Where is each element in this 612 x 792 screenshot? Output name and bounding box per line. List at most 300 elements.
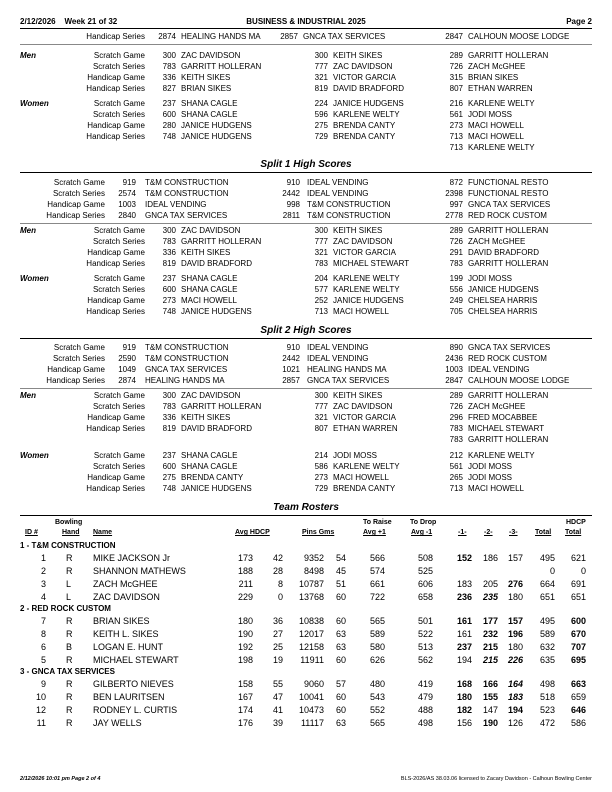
row-label: Handicap Series: [86, 424, 145, 433]
row-label: Scratch Series: [92, 237, 145, 246]
handicap-total: 707: [570, 642, 586, 652]
bowler-name: KARLENE WELTY: [333, 285, 400, 294]
column-header-avg-minus1: Avg -1: [411, 529, 433, 536]
series-total: 495: [539, 553, 555, 563]
footer-left: 2/12/2026 10:01 pm Page 2 of 4: [20, 776, 101, 782]
bowler-name: RED ROCK CUSTOM: [468, 354, 547, 363]
row-label: Handicap Game: [87, 73, 145, 82]
games-bowled: 54: [335, 553, 346, 563]
row-label: Scratch Series: [92, 62, 145, 71]
to-drop-average: 606: [417, 579, 433, 589]
bowler-name: T&M CONSTRUCTION: [145, 343, 229, 352]
game-1-score: 180: [456, 692, 472, 702]
to-raise-average: 565: [369, 718, 385, 728]
score-value: 748: [162, 307, 176, 316]
bowler-name: GARRITT HOLLERAN: [468, 226, 549, 235]
handicap-total: 663: [570, 679, 586, 689]
score-value: 577: [314, 285, 328, 294]
game-1-score: 236: [456, 592, 472, 602]
score-row: [0, 413, 612, 423]
column-header-avg-plus1: Avg +1: [363, 529, 386, 536]
score-value: 2574: [118, 189, 136, 198]
bowler-id: 3: [40, 579, 46, 589]
bowler-name: JANICE HUDGENS: [181, 307, 252, 316]
bowler-name: FRED MOCABBEE: [468, 413, 538, 422]
row-label: Scratch Game: [93, 226, 145, 235]
score-value: 2442: [282, 189, 300, 198]
bowler-average: 176: [237, 718, 253, 728]
row-label: Handicap Series: [86, 484, 145, 493]
score-value: 748: [162, 132, 176, 141]
bowler-name: JODI MOSS: [333, 451, 378, 460]
series-total: 589: [539, 629, 555, 639]
score-value: 237: [162, 274, 176, 283]
score-value: 748: [162, 484, 176, 493]
to-raise-average: 566: [369, 553, 385, 563]
bowler-name: VICTOR GARCIA: [333, 73, 396, 82]
bowler-name: ZACH McGHEE: [468, 237, 526, 246]
roster-row: [0, 704, 612, 716]
score-value: 600: [162, 462, 176, 471]
score-value: 729: [314, 132, 328, 141]
bowler-name: ETHAN WARREN: [333, 424, 398, 433]
score-value: 705: [449, 307, 463, 316]
score-row: [0, 259, 612, 269]
score-row: [0, 73, 612, 83]
score-row: [0, 424, 612, 434]
roster-row: [0, 615, 612, 627]
bowler-name: IDEAL VENDING: [468, 365, 530, 374]
score-value: 237: [162, 99, 176, 108]
bowler-name: GNCA TAX SERVICES: [145, 211, 228, 220]
score-value: 713: [314, 307, 328, 316]
row-label: Handicap Series: [46, 211, 105, 220]
score-value: 300: [162, 226, 176, 235]
game-2-score: 215: [482, 642, 498, 652]
games-bowled: 60: [335, 692, 346, 702]
bowler-hand: R: [66, 616, 73, 626]
series-total: 498: [539, 679, 555, 689]
bowler-name: CALHOUN MOOSE LODGE: [468, 376, 570, 385]
total-pins: 12158: [298, 642, 324, 652]
bowler-id: 7: [40, 616, 46, 626]
group-label: Men: [20, 391, 36, 400]
team-name: GNCA TAX SERVICES: [303, 32, 386, 41]
row-label: Scratch Series: [52, 189, 105, 198]
game-2-score: 147: [482, 705, 498, 715]
column-header-pins-gms: Pins Gms: [302, 529, 335, 536]
total-pins: 11911: [300, 655, 324, 665]
score-value: 819: [314, 84, 328, 93]
team-name: HEALING HANDS MA: [181, 32, 261, 41]
roster-row: [0, 565, 612, 577]
score-value: 2847: [445, 32, 463, 41]
bowler-name: ZAC DAVIDSON: [333, 237, 393, 246]
game-1-score: 156: [456, 718, 472, 728]
bowler-name: KEITH SIKES: [181, 413, 231, 422]
game-3-score: 180: [507, 642, 523, 652]
bowler-id: 11: [36, 718, 46, 728]
bowler-name: CHELSEA HARRIS: [468, 307, 538, 316]
score-value: 1003: [118, 200, 136, 209]
games-bowled: 45: [335, 566, 346, 576]
bowler-name: SHANA CAGLE: [181, 451, 238, 460]
bowler-name: ZACH McGHEE: [93, 579, 158, 589]
game-2-score: 155: [482, 692, 498, 702]
score-row: [0, 132, 612, 142]
roster-row: [0, 717, 612, 729]
bowler-name: HEALING HANDS MA: [307, 365, 387, 374]
bowler-name: SHANA CAGLE: [181, 274, 238, 283]
bowler-name: JANICE HUDGENS: [333, 99, 404, 108]
series-total: 472: [539, 718, 555, 728]
score-row: [0, 211, 612, 221]
bowler-name: IDEAL VENDING: [307, 178, 369, 187]
page-number: Page 2: [566, 17, 592, 26]
column-header-avg-hdcp: Avg HDCP: [235, 529, 270, 536]
score-value: 783: [162, 237, 176, 246]
score-row: [0, 248, 612, 258]
bowler-name: IDEAL VENDING: [307, 354, 369, 363]
score-value: 807: [314, 424, 328, 433]
bowler-hand: R: [66, 553, 73, 563]
score-row: [0, 237, 612, 247]
row-label: Handicap Series: [46, 376, 105, 385]
to-drop-average: 525: [417, 566, 433, 576]
score-row: [0, 285, 612, 295]
total-pins: 10041: [298, 692, 324, 702]
column-header-id: ID #: [25, 529, 38, 536]
bowler-id: 8: [40, 629, 46, 639]
score-value: 783: [449, 424, 463, 433]
bowler-hand: B: [66, 642, 73, 652]
game-3-score: 126: [507, 718, 523, 728]
bowler-name: ETHAN WARREN: [468, 84, 533, 93]
score-value: 336: [162, 248, 176, 257]
team-header: 3 - GNCA TAX SERVICES: [20, 667, 115, 676]
section-rule: [20, 172, 592, 173]
bowler-name: KEITH SIKES: [333, 51, 383, 60]
bowler-id: 9: [40, 679, 46, 689]
bowler-name: T&M CONSTRUCTION: [307, 200, 391, 209]
row-label: Handicap Series: [86, 307, 145, 316]
bowler-handicap: 39: [272, 718, 283, 728]
game-2-score: 186: [482, 553, 498, 563]
to-raise-average: 552: [369, 705, 385, 715]
bowler-name: GARRITT HOLLERAN: [181, 62, 262, 71]
to-drop-average: 501: [417, 616, 433, 626]
score-value: 819: [162, 259, 176, 268]
row-label: Scratch Series: [52, 354, 105, 363]
bowler-name: BRIAN SIKES: [93, 616, 150, 626]
score-value: 783: [449, 259, 463, 268]
group-label: Women: [20, 99, 49, 108]
game-3-score: 164: [507, 679, 523, 689]
bowler-name: DAVID BRADFORD: [468, 248, 539, 257]
games-bowled: 63: [335, 629, 346, 639]
score-value: 2874: [118, 376, 136, 385]
bowler-name: BRIAN SIKES: [181, 84, 232, 93]
group-label: Men: [20, 51, 36, 60]
score-value: 224: [314, 99, 328, 108]
bowler-name: BRENDA CANTY: [333, 121, 396, 130]
score-value: 2811: [282, 211, 300, 220]
bowler-name: JANICE HUDGENS: [468, 285, 539, 294]
score-value: 237: [162, 451, 176, 460]
game-2-score: 166: [482, 679, 498, 689]
score-value: 2857: [282, 376, 300, 385]
score-value: 1021: [282, 365, 300, 374]
bowler-hand: L: [66, 579, 72, 589]
bowler-name: SHANA CAGLE: [181, 99, 238, 108]
bowler-handicap: 19: [272, 655, 283, 665]
row-label: Scratch Series: [92, 402, 145, 411]
score-row-extra: [0, 435, 612, 445]
bowler-name: GARRITT HOLLERAN: [468, 51, 549, 60]
score-value: 600: [162, 110, 176, 119]
bowler-name: SHANA CAGLE: [181, 285, 238, 294]
total-pins: 9352: [303, 553, 324, 563]
game-3-score: 196: [507, 629, 523, 639]
row-label: Scratch Game: [93, 451, 145, 460]
score-row: [0, 178, 612, 188]
score-row: [0, 402, 612, 412]
score-row-extra: [0, 143, 612, 153]
row-label: Scratch Game: [93, 51, 145, 60]
bowler-name: CHELSEA HARRIS: [468, 296, 538, 305]
games-bowled: 60: [335, 616, 346, 626]
score-value: 252: [314, 296, 328, 305]
score-row: [0, 307, 612, 317]
to-raise-average: 543: [369, 692, 385, 702]
score-value: 783: [162, 62, 176, 71]
to-drop-average: 658: [417, 592, 433, 602]
handicap-total: 670: [570, 629, 586, 639]
score-value: 275: [162, 473, 176, 482]
bowler-id: 2: [40, 566, 46, 576]
score-value: 212: [449, 451, 463, 460]
bowler-name: DAVID BRADFORD: [181, 259, 252, 268]
bowler-name: KARLENE WELTY: [468, 143, 535, 152]
bowler-name: GARRITT HOLLERAN: [181, 402, 262, 411]
bowler-id: 5: [40, 655, 46, 665]
total-pins: 8498: [303, 566, 324, 576]
row-label: Handicap Series: [86, 32, 145, 41]
bowler-name: JODI MOSS: [468, 462, 513, 471]
bowler-id: 12: [35, 705, 46, 715]
bowler-name: VICTOR GARCIA: [333, 413, 396, 422]
score-row: [0, 226, 612, 236]
score-value: 997: [449, 200, 463, 209]
to-drop-average: 488: [417, 705, 433, 715]
bowler-name: JANICE HUDGENS: [181, 121, 252, 130]
to-raise-average: 626: [369, 655, 385, 665]
score-value: 777: [314, 62, 328, 71]
header-week: Week 21 of 32: [64, 17, 118, 26]
bowler-name: ZACH McGHEE: [468, 62, 526, 71]
score-value: 586: [314, 462, 328, 471]
section-rule: [20, 338, 592, 339]
row-label: Handicap Series: [86, 259, 145, 268]
games-bowled: 60: [335, 705, 346, 715]
bowler-hand: R: [66, 718, 73, 728]
series-total: 518: [539, 692, 555, 702]
to-raise-average: 661: [369, 579, 385, 589]
bowler-handicap: 28: [272, 566, 283, 576]
split1-title: Split 1 High Scores: [260, 159, 352, 170]
game-1-score: 168: [456, 679, 472, 689]
handicap-total: 0: [580, 566, 586, 576]
score-value: 872: [449, 178, 463, 187]
score-value: 300: [314, 226, 328, 235]
game-2-score: 232: [482, 629, 498, 639]
bowler-hand: R: [66, 692, 73, 702]
bowler-id: 1: [40, 553, 46, 563]
bowler-name: RODNEY L. CURTIS: [93, 705, 178, 715]
game-1-score: 194: [456, 655, 472, 665]
section-rule: [20, 44, 592, 45]
score-value: 726: [449, 237, 463, 246]
bowler-average: 190: [237, 629, 253, 639]
bowler-name: FUNCTIONAL RESTO: [468, 189, 549, 198]
bowler-hand: R: [66, 566, 73, 576]
bowler-name: MICHAEL STEWART: [333, 259, 410, 268]
bowler-handicap: 42: [272, 553, 283, 563]
bowler-id: 4: [40, 592, 46, 602]
bowler-handicap: 41: [272, 705, 283, 715]
column-header-g2: -2-: [484, 529, 493, 536]
games-bowled: 57: [335, 679, 346, 689]
bowler-name: KARLENE WELTY: [468, 451, 535, 460]
score-row: [0, 343, 612, 353]
handicap-total: 646: [570, 705, 586, 715]
row-label: Handicap Game: [87, 413, 145, 422]
game-2-score: 215: [482, 655, 498, 665]
handicap-total: 586: [570, 718, 586, 728]
split2-title: Split 2 High Scores: [260, 325, 352, 336]
to-raise-average: 722: [369, 592, 385, 602]
score-value: 919: [122, 178, 136, 187]
bowler-name: MACI HOWELL: [468, 132, 525, 141]
bowler-name: JANICE HUDGENS: [181, 132, 252, 141]
bowler-name: KARLENE WELTY: [468, 99, 535, 108]
total-pins: 13768: [298, 592, 324, 602]
bowler-name: ZAC DAVIDSON: [333, 402, 393, 411]
bowler-name: MIKE JACKSON Jr: [93, 553, 171, 563]
score-row: [0, 391, 612, 401]
total-pins: 10473: [298, 705, 324, 715]
score-value: 596: [314, 110, 328, 119]
score-value: 1003: [445, 365, 463, 374]
roster-row: [0, 678, 612, 690]
roster-row: [0, 628, 612, 640]
row-label: Handicap Series: [86, 84, 145, 93]
bowler-name: KEITH SIKES: [181, 248, 231, 257]
game-1-score: 183: [456, 579, 472, 589]
bowler-average: 229: [237, 592, 253, 602]
score-value: 1049: [118, 365, 136, 374]
handicap-total: 691: [570, 579, 586, 589]
game-2-score: 205: [482, 579, 498, 589]
bowler-id: 10: [35, 692, 46, 702]
footer-right: BLS-2026/AS 38.03.06 licensed to Zacary Davidson - Calhoun Bowling Center: [400, 776, 592, 782]
series-total: 664: [539, 579, 555, 589]
score-value: 713: [449, 484, 463, 493]
to-raise-average: 580: [369, 642, 385, 652]
group-label: Men: [20, 226, 36, 235]
score-value: 713: [449, 143, 463, 152]
bowler-average: 173: [237, 553, 253, 563]
score-value: 890: [449, 343, 463, 352]
score-value: 265: [449, 473, 463, 482]
score-value: 2778: [445, 211, 463, 220]
row-label: Scratch Game: [93, 274, 145, 283]
score-row: [0, 51, 612, 61]
score-row: [0, 84, 612, 94]
row-label: Handicap Game: [87, 121, 145, 130]
bowler-name: IDEAL VENDING: [145, 200, 207, 209]
score-value: 827: [162, 84, 176, 93]
score-value: 726: [449, 402, 463, 411]
bowler-name: ZAC DAVIDSON: [181, 226, 241, 235]
game-3-score: 180: [507, 592, 523, 602]
score-value: 204: [314, 274, 328, 283]
game-1-score: 237: [456, 642, 472, 652]
score-value: 2847: [445, 376, 463, 385]
bowler-name: LOGAN E. HUNT: [93, 642, 164, 652]
score-value: 336: [162, 413, 176, 422]
bowler-name: DAVID BRADFORD: [181, 424, 252, 433]
handicap-total: 621: [570, 553, 586, 563]
bowler-name: JODI MOSS: [468, 274, 513, 283]
score-value: 321: [314, 73, 328, 82]
bowler-name: GARRITT HOLLERAN: [468, 435, 549, 444]
score-value: 273: [449, 121, 463, 130]
score-value: 214: [314, 451, 328, 460]
bowler-name: JAY WELLS: [93, 718, 142, 728]
roster-row: [0, 578, 612, 590]
to-drop-average: 522: [417, 629, 433, 639]
total-pins: 11117: [300, 718, 324, 728]
bowler-name: VICTOR GARCIA: [333, 248, 396, 257]
score-row: [0, 462, 612, 472]
bowler-name: T&M CONSTRUCTION: [145, 354, 229, 363]
roster-row: [0, 641, 612, 653]
roster-row: [0, 552, 612, 564]
score-value: 280: [162, 121, 176, 130]
bowler-name: IDEAL VENDING: [307, 343, 369, 352]
bowler-name: GARRITT HOLLERAN: [181, 237, 262, 246]
rosters-title: Team Rosters: [273, 502, 339, 513]
score-value: 2398: [445, 189, 463, 198]
score-row: [0, 121, 612, 131]
score-value: 300: [314, 51, 328, 60]
to-drop-average: 479: [417, 692, 433, 702]
score-value: 2436: [445, 354, 463, 363]
row-label: Handicap Series: [86, 132, 145, 141]
section-rule: [20, 223, 592, 224]
team-header: 1 - T&M CONSTRUCTION: [20, 541, 116, 550]
handicap-total: 600: [570, 616, 586, 626]
to-raise-average: 589: [369, 629, 385, 639]
score-value: 249: [449, 296, 463, 305]
game-2-score: 177: [482, 616, 498, 626]
handicap-total: 651: [570, 592, 586, 602]
column-header-to-drop: To Drop: [410, 519, 437, 526]
bowler-name: SHANNON MATHEWS: [93, 566, 186, 576]
column-header-name: Name: [93, 529, 113, 536]
bowler-name: BRENDA CANTY: [333, 484, 396, 493]
